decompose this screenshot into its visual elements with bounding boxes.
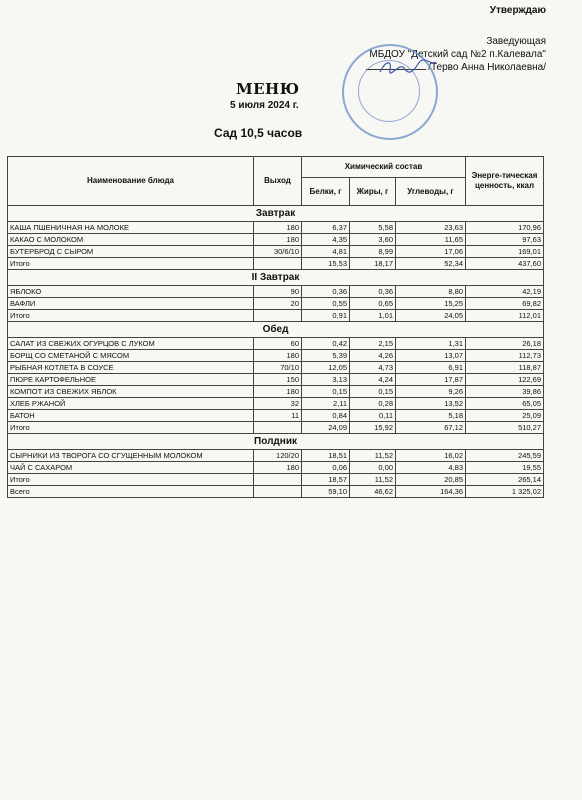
subtotal-row — [8, 422, 544, 434]
dish-portion: 120/20 — [254, 450, 302, 462]
grand-total-protein: 59,10 — [302, 486, 350, 498]
section-row — [8, 270, 544, 286]
subtotal-fat: 1,01 — [350, 310, 396, 322]
dish-protein: 0,06 — [302, 462, 350, 474]
subtotal-label: Итого — [8, 422, 254, 434]
menu-group: Сад 10,5 часов — [214, 126, 303, 140]
section-title: Полдник — [8, 434, 544, 450]
dish-energy: 97,63 — [466, 234, 544, 246]
dish-portion: 180 — [254, 222, 302, 234]
dish-energy: 65,05 — [466, 398, 544, 410]
column-header-chem: Химический состав — [302, 157, 466, 178]
subtotal-protein: 0,91 — [302, 310, 350, 322]
dish-protein: 0,55 — [302, 298, 350, 310]
dish-fat: 3,60 — [350, 234, 396, 246]
dish-carbs: 8,80 — [396, 286, 466, 298]
column-header-carbs: Углеводы, г — [396, 178, 466, 206]
dish-protein: 0,42 — [302, 338, 350, 350]
section-title: Завтрак — [8, 206, 544, 222]
table-row — [8, 362, 544, 374]
dish-portion: 90 — [254, 286, 302, 298]
dish-energy: 39,86 — [466, 386, 544, 398]
dish-portion: 180 — [254, 234, 302, 246]
subtotal-portion — [254, 474, 302, 486]
dish-energy: 122,69 — [466, 374, 544, 386]
dish-carbs: 5,18 — [396, 410, 466, 422]
table-row — [8, 462, 544, 474]
dish-energy: 170,96 — [466, 222, 544, 234]
dish-energy: 118,87 — [466, 362, 544, 374]
subtotal-row — [8, 258, 544, 270]
dish-portion: 180 — [254, 386, 302, 398]
grand-total-fat: 46,62 — [350, 486, 396, 498]
dish-carbs: 17,06 — [396, 246, 466, 258]
subtotal-energy: 112,01 — [466, 310, 544, 322]
column-header-fat: Жиры, г — [350, 178, 396, 206]
dish-fat: 4,73 — [350, 362, 396, 374]
dish-portion: 150 — [254, 374, 302, 386]
subtotal-carbs: 20,85 — [396, 474, 466, 486]
approval-position: Заведующая — [486, 36, 546, 47]
subtotal-energy: 437,60 — [466, 258, 544, 270]
approval-title: Утверждаю — [489, 5, 546, 16]
menu-table — [7, 156, 544, 498]
dish-name: РЫБНАЯ КОТЛЕТА В СОУСЕ — [8, 362, 254, 374]
dish-name: БАТОН — [8, 410, 254, 422]
table-row — [8, 410, 544, 422]
dish-protein: 12,05 — [302, 362, 350, 374]
subtotal-protein: 24,09 — [302, 422, 350, 434]
dish-portion: 20 — [254, 298, 302, 310]
dish-name: БУТЕРБРОД С СЫРОМ — [8, 246, 254, 258]
dish-energy: 42,19 — [466, 286, 544, 298]
dish-fat: 5,58 — [350, 222, 396, 234]
dish-protein: 4,35 — [302, 234, 350, 246]
subtotal-fat: 15,92 — [350, 422, 396, 434]
approval-name: /Терво Анна Николаевна/ — [428, 62, 546, 73]
dish-fat: 0,11 — [350, 410, 396, 422]
table-row — [8, 246, 544, 258]
dish-portion: 60 — [254, 338, 302, 350]
table-row — [8, 398, 544, 410]
dish-portion: 180 — [254, 350, 302, 362]
subtotal-portion — [254, 310, 302, 322]
dish-carbs: 17,87 — [396, 374, 466, 386]
table-row — [8, 374, 544, 386]
dish-energy: 245,59 — [466, 450, 544, 462]
subtotal-label: Итого — [8, 258, 254, 270]
handwritten-signature — [378, 58, 438, 78]
table-row — [8, 350, 544, 362]
dish-name: ЯБЛОКО — [8, 286, 254, 298]
dish-protein: 6,37 — [302, 222, 350, 234]
dish-carbs: 4,83 — [396, 462, 466, 474]
subtotal-label: Итого — [8, 310, 254, 322]
dish-energy: 26,18 — [466, 338, 544, 350]
column-header-energy: Энерге-тическая ценность, ккал — [466, 157, 544, 206]
dish-fat: 8,99 — [350, 246, 396, 258]
table-row — [8, 386, 544, 398]
dish-name: ЧАЙ С САХАРОМ — [8, 462, 254, 474]
grand-total-portion — [254, 486, 302, 498]
section-title: II Завтрак — [8, 270, 544, 286]
grand-total-label: Всего — [8, 486, 254, 498]
dish-carbs: 6,91 — [396, 362, 466, 374]
dish-fat: 4,24 — [350, 374, 396, 386]
dish-name: КАКАО С МОЛОКОМ — [8, 234, 254, 246]
subtotal-carbs: 52,34 — [396, 258, 466, 270]
dish-carbs: 9,26 — [396, 386, 466, 398]
section-row — [8, 434, 544, 450]
dish-carbs: 13,52 — [396, 398, 466, 410]
column-header-protein: Белки, г — [302, 178, 350, 206]
dish-fat: 0,65 — [350, 298, 396, 310]
subtotal-portion — [254, 422, 302, 434]
dish-fat: 0,36 — [350, 286, 396, 298]
dish-name: САЛАТ ИЗ СВЕЖИХ ОГУРЦОВ С ЛУКОМ — [8, 338, 254, 350]
dish-name: ПЮРЕ КАРТОФЕЛЬНОЕ — [8, 374, 254, 386]
subtotal-energy: 510,27 — [466, 422, 544, 434]
menu-title: МЕНЮ — [236, 80, 300, 98]
grand-total-row — [8, 486, 544, 498]
dish-fat: 0,00 — [350, 462, 396, 474]
subtotal-row — [8, 310, 544, 322]
dish-carbs: 15,25 — [396, 298, 466, 310]
subtotal-protein: 18,57 — [302, 474, 350, 486]
grand-total-carbs: 164,36 — [396, 486, 466, 498]
dish-portion: 70/10 — [254, 362, 302, 374]
dish-energy: 25,09 — [466, 410, 544, 422]
dish-carbs: 23,63 — [396, 222, 466, 234]
dish-protein: 5,39 — [302, 350, 350, 362]
subtotal-row — [8, 474, 544, 486]
table-row — [8, 298, 544, 310]
subtotal-carbs: 24,05 — [396, 310, 466, 322]
menu-date: 5 июля 2024 г. — [230, 100, 299, 111]
dish-carbs: 16,02 — [396, 450, 466, 462]
table-row — [8, 450, 544, 462]
dish-protein: 0,15 — [302, 386, 350, 398]
dish-carbs: 1,31 — [396, 338, 466, 350]
dish-protein: 3,13 — [302, 374, 350, 386]
dish-fat: 0,28 — [350, 398, 396, 410]
dish-energy: 69,82 — [466, 298, 544, 310]
section-row — [8, 206, 544, 222]
approval-org: МБДОУ "Детский сад №2 п.Калевала" — [369, 49, 546, 60]
menu-table-body — [8, 206, 544, 498]
dish-portion: 30/6/10 — [254, 246, 302, 258]
section-row — [8, 322, 544, 338]
dish-protein: 4,81 — [302, 246, 350, 258]
table-row — [8, 234, 544, 246]
subtotal-energy: 265,14 — [466, 474, 544, 486]
column-header-portion: Выход — [254, 157, 302, 206]
subtotal-protein: 15,53 — [302, 258, 350, 270]
table-row — [8, 222, 544, 234]
section-title: Обед — [8, 322, 544, 338]
subtotal-carbs: 67,12 — [396, 422, 466, 434]
dish-portion: 32 — [254, 398, 302, 410]
dish-protein: 18,51 — [302, 450, 350, 462]
dish-energy: 19,55 — [466, 462, 544, 474]
column-header-dish: Наименование блюда — [8, 157, 254, 206]
dish-name: БОРЩ СО СМЕТАНОЙ С МЯСОМ — [8, 350, 254, 362]
grand-total-energy: 1 325,02 — [466, 486, 544, 498]
dish-protein: 0,84 — [302, 410, 350, 422]
dish-portion: 11 — [254, 410, 302, 422]
dish-name: ВАФЛИ — [8, 298, 254, 310]
dish-protein: 2,11 — [302, 398, 350, 410]
subtotal-label: Итого — [8, 474, 254, 486]
dish-name: КОМПОТ ИЗ СВЕЖИХ ЯБЛОК — [8, 386, 254, 398]
dish-name: ХЛЕБ РЖАНОЙ — [8, 398, 254, 410]
dish-carbs: 13,07 — [396, 350, 466, 362]
subtotal-fat: 11,52 — [350, 474, 396, 486]
subtotal-fat: 18,17 — [350, 258, 396, 270]
dish-energy: 112,73 — [466, 350, 544, 362]
dish-name: КАША ПШЕНИЧНАЯ НА МОЛОКЕ — [8, 222, 254, 234]
dish-fat: 2,15 — [350, 338, 396, 350]
table-row — [8, 338, 544, 350]
dish-protein: 0,36 — [302, 286, 350, 298]
dish-fat: 11,52 — [350, 450, 396, 462]
table-row — [8, 286, 544, 298]
dish-fat: 0,15 — [350, 386, 396, 398]
dish-fat: 4,26 — [350, 350, 396, 362]
dish-carbs: 11,65 — [396, 234, 466, 246]
subtotal-portion — [254, 258, 302, 270]
dish-name: СЫРНИКИ ИЗ ТВОРОГА СО СГУЩЕННЫМ МОЛОКОМ — [8, 450, 254, 462]
dish-energy: 169,01 — [466, 246, 544, 258]
dish-portion: 180 — [254, 462, 302, 474]
